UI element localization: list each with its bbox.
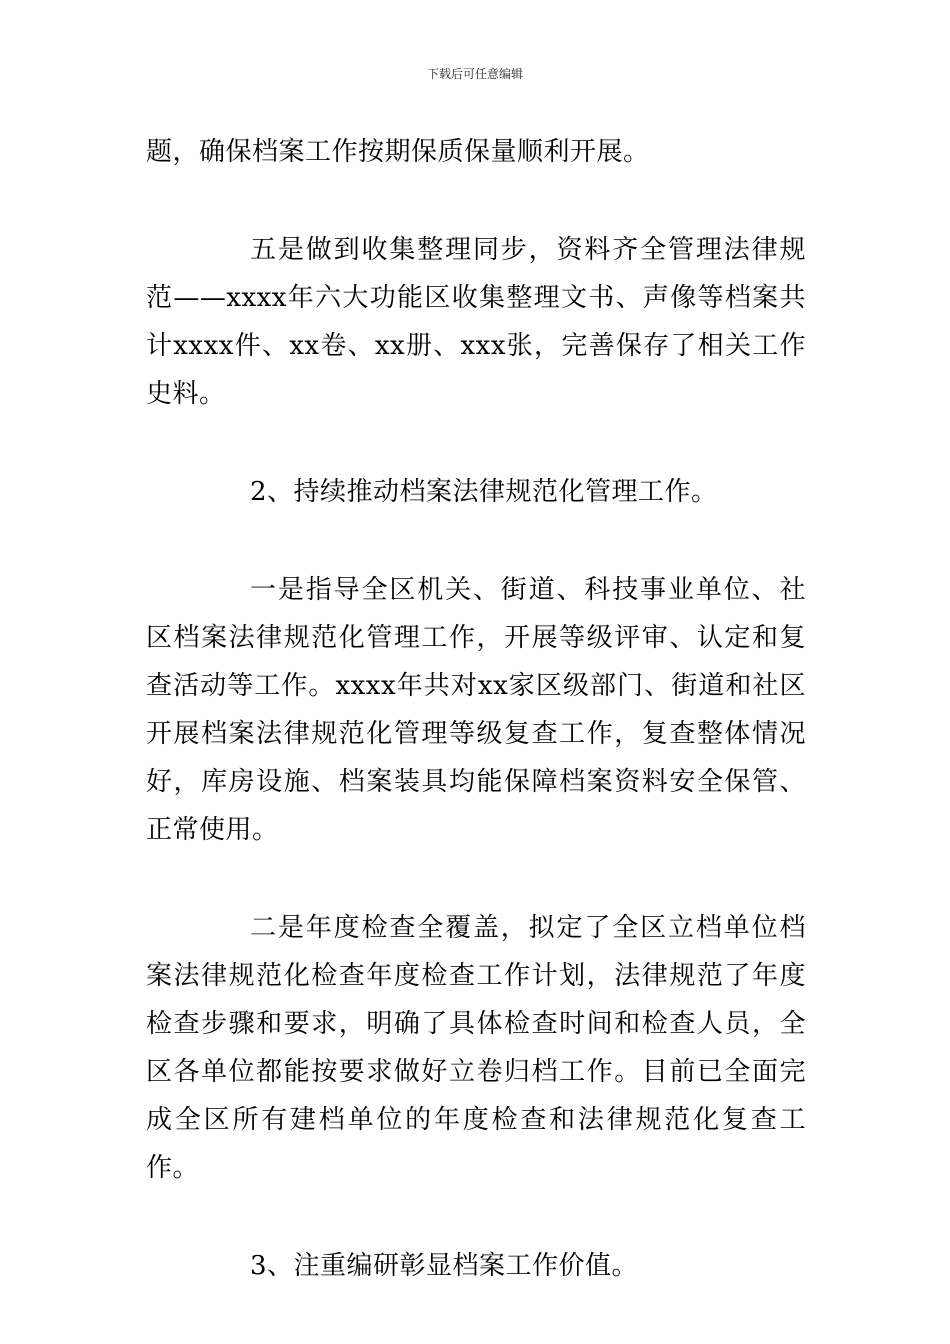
paragraph-continuation: 题，确保档案工作按期保质保量顺利开展。 bbox=[146, 137, 650, 167]
paragraph-item-two: 二是年度检查全覆盖，拟定了全区立档单位档案法律规范化检查年度检查工作计划，法律规范了年度检查步骤和要求，明确了具体检查时间和检查人员，全区各单位都能按要求做好立卷归档工作。目前已全面完成全区所有建档单位的年度检查和法律规范化复查工作。 bbox=[146, 913, 806, 1183]
paragraph-item-one: 一是指导全区机关、街道、科技事业单位、社区档案法律规范化管理工作，开展等级评审、认定和复查活动等工作。xxxx年共对xx家区级部门、街道和社区开展档案法律规范化管理等级复查工作，复查整体情况好，库房设施、档案装具均能保障档案资料安全保管、正常使用。 bbox=[146, 575, 806, 845]
section-heading-2: 2、持续推动档案法律规范化管理工作。 bbox=[250, 477, 718, 507]
paragraph-item-five: 五是做到收集整理同步，资料齐全管理法律规范——xxxx年六大功能区收集整理文书、声像等档案共计xxxx件、xx卷、xx册、xxx张，完善保存了相关工作史料。 bbox=[146, 235, 806, 409]
section-heading-3: 3、注重编研彰显档案工作价值。 bbox=[250, 1251, 639, 1281]
document-body bbox=[146, 128, 806, 1290]
page-header-note: 下载后可任意编辑 bbox=[426, 67, 523, 81]
